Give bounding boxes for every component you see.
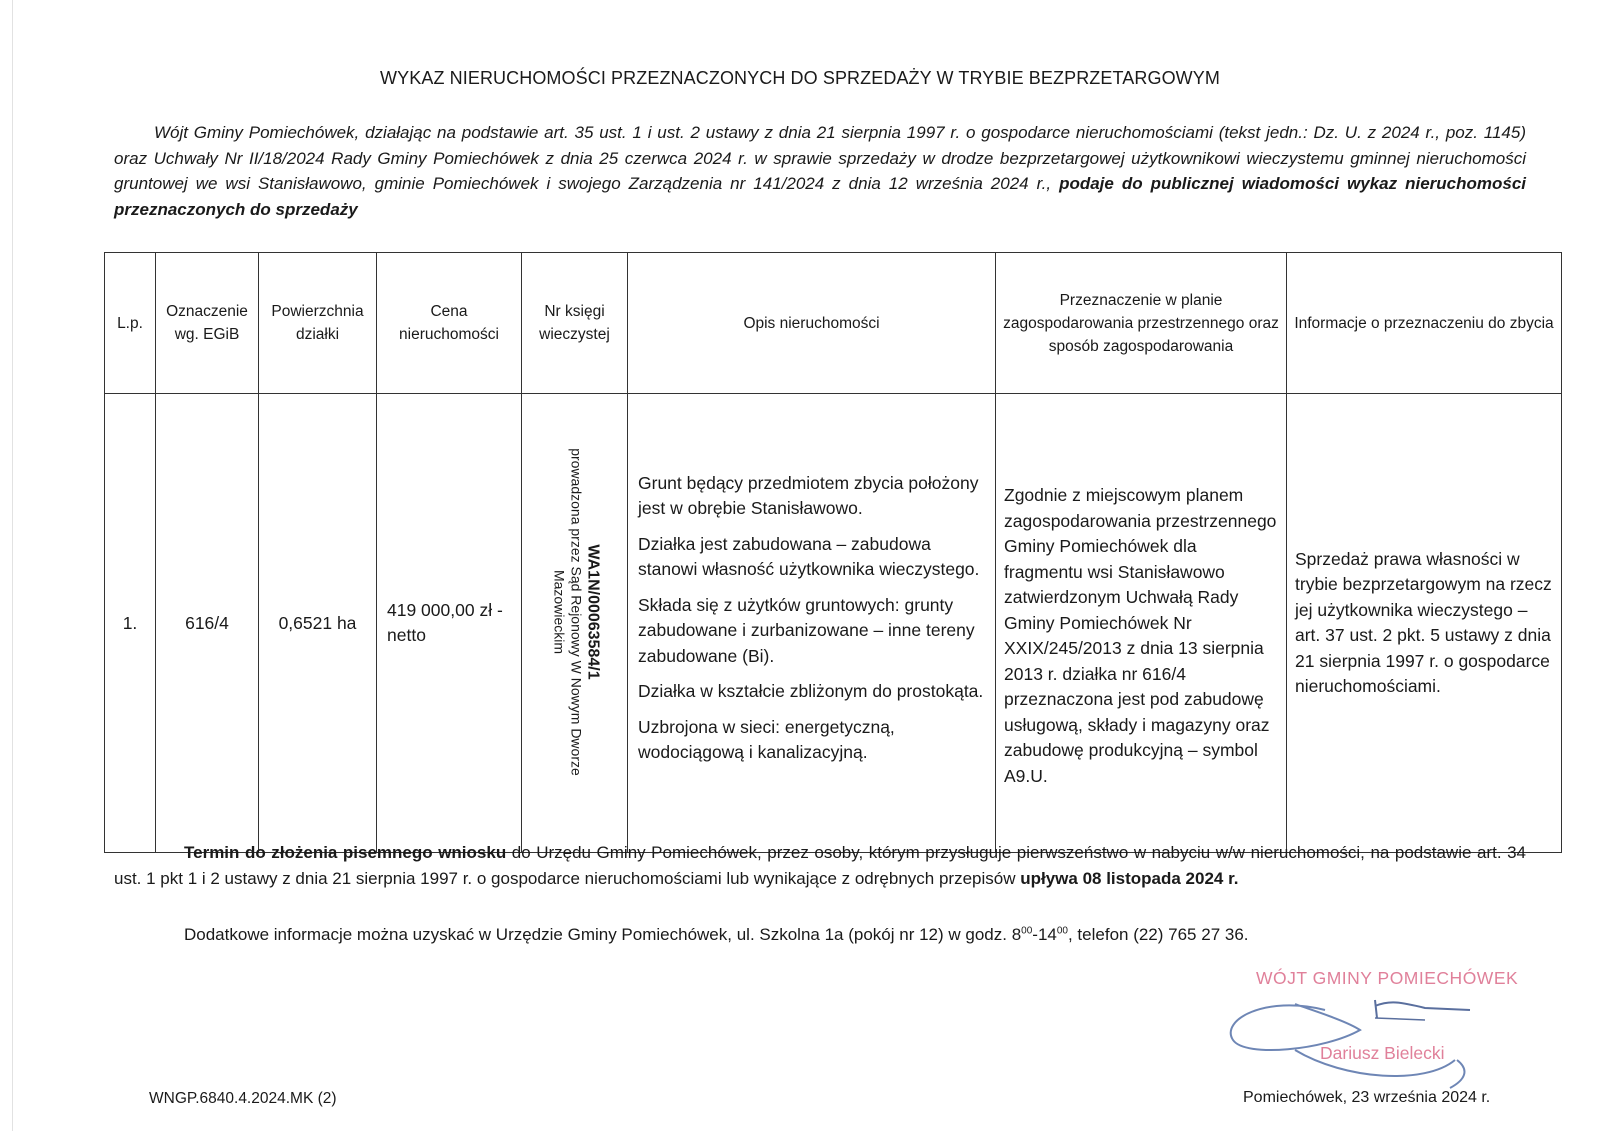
header-opis: Opis nieruchomości bbox=[628, 253, 996, 394]
header-lp: L.p. bbox=[105, 253, 156, 394]
cell-plan: Zgodnie z miejscowym planem zagospodarowania przestrzennego Gminy Pomiechówek dla fragmentu wsi Stanisławowo zatwierdzonym Uchwałą Rady Gminy Pomiechówek Nr XXIX/245/2013 z dnia 13 sierpnia 2013 r. działka nr 616/4 przeznaczona jest pod zabudowę usługową, składy i magazyny oraz zabudowę produkcyjną – symbol A9.U. bbox=[996, 394, 1287, 853]
cell-egib: 616/4 bbox=[156, 394, 259, 853]
deadline-text: do Urzędu Gminy Pomiechówek, przez osoby, którym przysługuje pierwszeństwo w nabyciu w/w nieruchomości, na podstawie art. 34 ust. 1 pkt 1 i 2 ustawy z dnia 21 sierpnia 1997 r. o gospodarce nieruchomościami lub wynikające z odrębnych przepisów bbox=[114, 843, 1526, 888]
opis-paragraph: Działka jest zabudowana – zabudowa stanowi własność użytkownika wieczystego. bbox=[638, 533, 980, 579]
cell-lp: 1. bbox=[105, 394, 156, 853]
kw-court: prowadzona przez Sąd Rejonowy W Nowym Dworze Mazowieckim bbox=[551, 448, 585, 776]
stamp-title: WÓJT GMINY POMIECHÓWEK bbox=[1256, 968, 1519, 988]
table-row bbox=[105, 394, 1562, 853]
hour-sep: -14 bbox=[1032, 925, 1057, 944]
intro-bold-text: podaje do publicznej wiadomości wykaz nieruchomości przeznaczonych do sprzedaży bbox=[114, 174, 1527, 219]
kw-rotated-text bbox=[551, 422, 602, 802]
contact-text: Dodatkowe informacje można uzyskać w Urzędzie Gminy Pomiechówek, ul. Szkolna 1a (pokój nr 12) w godz. 8 bbox=[184, 925, 1022, 944]
header-price: Cena nieruchomości bbox=[377, 253, 522, 394]
opis-paragraph: Działka w kształcie zbliżonym do prostokąta. bbox=[638, 681, 984, 701]
deadline-bold-start: Termin do złożenia pisemnego wniosku bbox=[184, 843, 507, 862]
page-edge-line bbox=[12, 0, 13, 1131]
document-title: WYKAZ NIERUCHOMOŚCI PRZEZNACZONYCH DO SPRZEDAŻY W TRYBIE BEZPRZETARGOWYM bbox=[380, 68, 1220, 88]
cell-area: 0,6521 ha bbox=[259, 394, 377, 853]
intro-paragraph bbox=[114, 120, 1526, 222]
header-info: Informacje o przeznaczeniu do zbycia bbox=[1287, 253, 1562, 394]
reference-number: WNGP.6840.4.2024.MK (2) bbox=[149, 1090, 337, 1107]
property-table bbox=[104, 252, 1562, 853]
opis-paragraph: Uzbrojona w sieci: energetyczną, wodociągową i kanalizacyjną. bbox=[638, 716, 895, 762]
place-date: Pomiechówek, 23 września 2024 r. bbox=[1243, 1089, 1491, 1106]
hour-from-sup: 00 bbox=[1021, 925, 1033, 937]
opis-paragraph: Składa się z użytków gruntowych: grunty zabudowane i zurbanizowane – inne tereny zabudowane (Bi). bbox=[638, 594, 975, 666]
stamp-name: Dariusz Bielecki bbox=[1320, 1043, 1445, 1063]
header-egib: Oznaczenie wg. EGiB bbox=[156, 253, 259, 394]
hour-to-sup: 00 bbox=[1056, 925, 1068, 937]
cell-price: 419 000,00 zł - netto bbox=[377, 394, 522, 853]
table-header-row bbox=[105, 253, 1562, 394]
opis-paragraph: Grunt będący przedmiotem zbycia położony jest w obrębie Stanisławowo. bbox=[638, 472, 979, 518]
intro-text: Wójt Gminy Pomiechówek, działając na podstawie art. 35 ust. 1 i ust. 2 ustawy z dnia 21 sierpnia 1997 r. o gospodarce nieruchomościami (tekst jedn.: Dz. U. z 2024 r., poz. 1145) oraz Uchwały Nr II/18/2024 Rady Gminy Pomiechówek z dnia 25 czerwca 2024 r. w sprawie sprzedaży w drodze bezprzetargowej użytkownikowi wieczystemu gminnej nieruchomości gruntowej we wsi Stanisławowo, gminie Pomiechówek i swojego Zarządzenia nr 141/2024 z dnia 12 września 2024 r., bbox=[114, 123, 1526, 193]
header-plan: Przeznaczenie w planie zagospodarowania przestrzennego oraz sposób zagospodarowania bbox=[996, 253, 1287, 394]
contact-phone: , telefon (22) 765 27 36. bbox=[1067, 925, 1249, 944]
deadline-date: upływa 08 listopada 2024 r. bbox=[1020, 869, 1239, 888]
contact-info bbox=[184, 925, 1249, 945]
kw-number: WA1N/00063584/1 bbox=[584, 544, 602, 680]
header-kw: Nr księgi wieczystej bbox=[522, 253, 628, 394]
cell-kw bbox=[522, 394, 628, 853]
cell-opis bbox=[628, 394, 996, 853]
header-area: Powierzchnia działki bbox=[259, 253, 377, 394]
cell-info: Sprzedaż prawa własności w trybie bezprzetargowym na rzecz jej użytkownika wieczystego – art. 37 ust. 2 pkt. 5 ustawy z dnia 21 sierpnia 1997 r. o gospodarce nieruchomościami. bbox=[1287, 394, 1562, 853]
signature-icon bbox=[1225, 990, 1515, 1090]
deadline-paragraph bbox=[114, 840, 1526, 892]
